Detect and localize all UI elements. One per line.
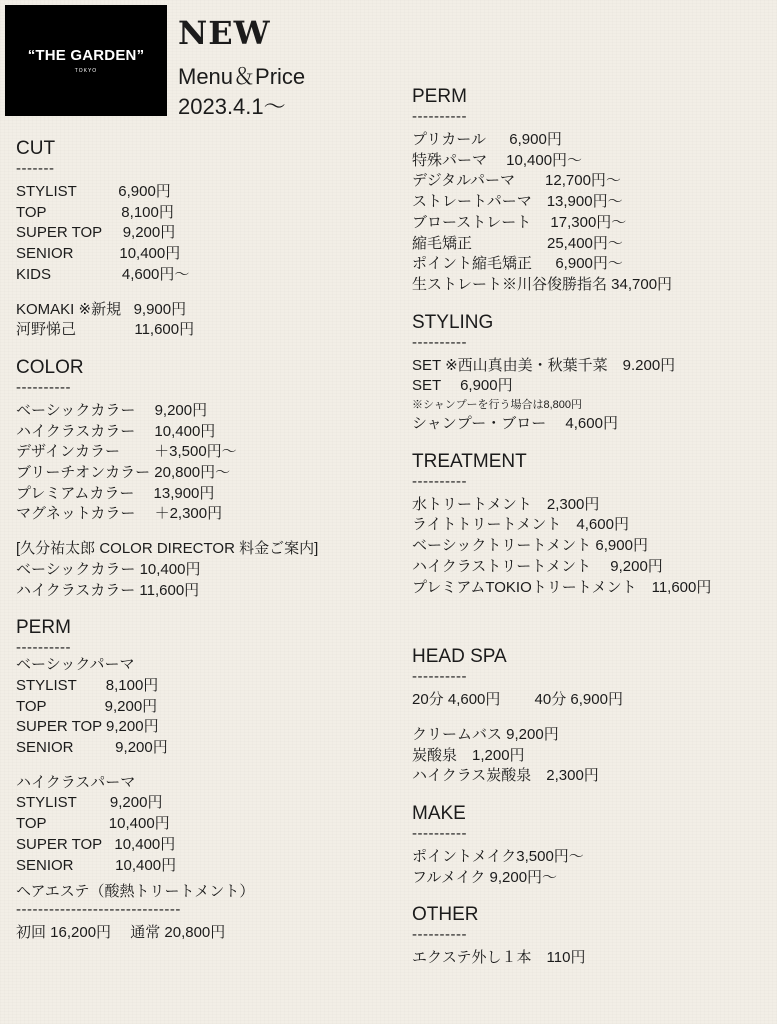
divider: ----------	[412, 825, 467, 843]
price-line: STYLIST 9,200円	[16, 794, 163, 812]
price-line: TOP 10,400円	[16, 815, 170, 833]
section-title-other: OTHER	[412, 904, 479, 926]
price-line: ハイクラス炭酸泉 2,300円	[412, 767, 599, 785]
price-line: ハイクラストリートメント 9,200円	[412, 557, 663, 575]
section-title-treatment: TREATMENT	[412, 450, 527, 472]
price-line: 生ストレート※川谷俊勝指名 34,700円	[412, 275, 673, 293]
section-perm-right	[412, 84, 772, 296]
price-line: ブローストレート 17,300円〜	[412, 213, 627, 231]
price-line: SENIOR 9,200円	[16, 739, 168, 757]
section-hair-este	[16, 882, 386, 943]
price-line: クリームバス 9,200円	[412, 725, 559, 743]
section-treatment	[412, 449, 772, 599]
price-line: 初回 16,200円 通常 20,800円	[16, 923, 226, 941]
price-line: 20分 4,600円 40分 6,900円	[412, 691, 623, 709]
section-title-perm: PERM	[16, 617, 71, 639]
price-line: ブリーチオンカラー 20,800円〜	[16, 464, 231, 482]
section-styling	[412, 310, 772, 435]
price-line: TOP 9,200円	[16, 697, 158, 715]
price-line: SENIOR 10,400円	[16, 245, 181, 263]
divider: ----------	[412, 108, 467, 125]
header-new: NEW	[178, 14, 271, 52]
price-line: ハイクラスカラー 11,600円	[16, 581, 200, 599]
section-title-hair-este: ヘアエステ（酸熱トリートメント）	[16, 883, 255, 901]
price-line: SUPER TOP 10,400円	[16, 835, 176, 853]
price-line: TOP 8,100円	[16, 203, 174, 221]
price-line: SUPER TOP 9,200円	[16, 718, 159, 736]
director-title: [久分祐太郎 COLOR DIRECTOR 料金ご案内]	[16, 540, 319, 558]
section-title-head-spa: HEAD SPA	[412, 646, 507, 668]
subsection-title: ベーシックパーマ	[16, 656, 135, 674]
price-line: 縮毛矯正 25,400円〜	[412, 234, 623, 252]
section-color	[16, 355, 386, 601]
price-line: 特殊パーマ 10,400円〜	[412, 151, 583, 169]
left-column	[16, 136, 386, 944]
section-perm-left	[16, 615, 386, 876]
section-title-perm: PERM	[412, 86, 467, 107]
divider: ----------	[16, 639, 71, 657]
brand-logo	[5, 5, 167, 116]
price-line: ライトトリートメント 4,600円	[412, 516, 629, 534]
price-line: SET 6,900円	[412, 377, 513, 395]
logo-sub: TOKYO	[74, 68, 98, 74]
price-line: STYLIST 8,100円	[16, 676, 159, 694]
header-menu-price: Menu＆Price	[178, 64, 306, 89]
price-line: SET ※西山真由美・秋葉千菜 9.200円	[412, 356, 676, 374]
divider: ----------	[16, 378, 71, 396]
price-note: ※シャンプーを行う場合は8,800円	[412, 399, 582, 412]
price-line: ベーシックカラー 9,200円	[16, 401, 208, 419]
divider: -------	[16, 160, 55, 177]
price-line: ハイクラスカラー 10,400円	[16, 422, 216, 440]
price-line: 水トリートメント 2,300円	[412, 495, 600, 513]
section-title-styling: STYLING	[412, 311, 494, 333]
price-line: エクステ外し１本 110円	[412, 949, 586, 967]
price-line: SUPER TOP 9,200円	[16, 224, 176, 242]
price-line: ポイント縮毛矯正 6,900円〜	[412, 255, 623, 273]
price-line: プレミアムカラー 13,900円	[16, 484, 215, 502]
price-line: STYLIST 6,900円	[16, 183, 171, 200]
right-column	[412, 84, 772, 969]
divider: ----------	[412, 472, 467, 490]
section-cut	[16, 136, 386, 341]
price-line: デザインカラー ＋3,500円〜	[16, 443, 237, 461]
price-line: シャンプー・ブロー 4,600円	[412, 415, 618, 433]
section-head-spa	[412, 644, 772, 787]
section-title-make: MAKE	[412, 803, 466, 825]
price-line: SENIOR 10,400円	[16, 856, 177, 874]
price-line: KIDS 4,600円〜	[16, 265, 190, 283]
price-line: ベーシックカラー 10,400円	[16, 560, 201, 578]
divider: ----------	[412, 926, 467, 944]
divider: ------------------------------	[16, 900, 181, 918]
price-line: プレミアムTOKIOトリートメント 11,600円	[412, 578, 712, 596]
divider: ----------	[412, 333, 467, 351]
divider: ----------	[412, 668, 467, 686]
price-line: マグネットカラー ＋2,300円	[16, 505, 223, 523]
price-line: プリカール 6,900円	[412, 131, 562, 148]
price-line: フルメイク 9,200円〜	[412, 868, 558, 886]
price-line: デジタルパーマ 12,700円〜	[412, 172, 621, 190]
section-other	[412, 902, 772, 969]
section-title-cut: CUT	[16, 138, 56, 159]
subsection-title: ハイクラスパーマ	[16, 773, 136, 791]
section-make	[412, 801, 772, 888]
price-line: 河野悌己 11,600円	[16, 321, 195, 339]
price-line: ベーシックトリートメント 6,900円	[412, 537, 648, 555]
section-title-color: COLOR	[16, 356, 84, 378]
logo-name: “THE GARDEN”	[27, 47, 145, 64]
price-line: KOMAKI ※新規 9,900円	[16, 300, 187, 318]
header-date: 2023.4.1〜	[178, 94, 286, 119]
price-line: ポイントメイク3,500円〜	[412, 848, 584, 866]
price-line: 炭酸泉 1,200円	[412, 746, 525, 764]
price-line: ストレートパーマ 13,900円〜	[412, 193, 623, 211]
